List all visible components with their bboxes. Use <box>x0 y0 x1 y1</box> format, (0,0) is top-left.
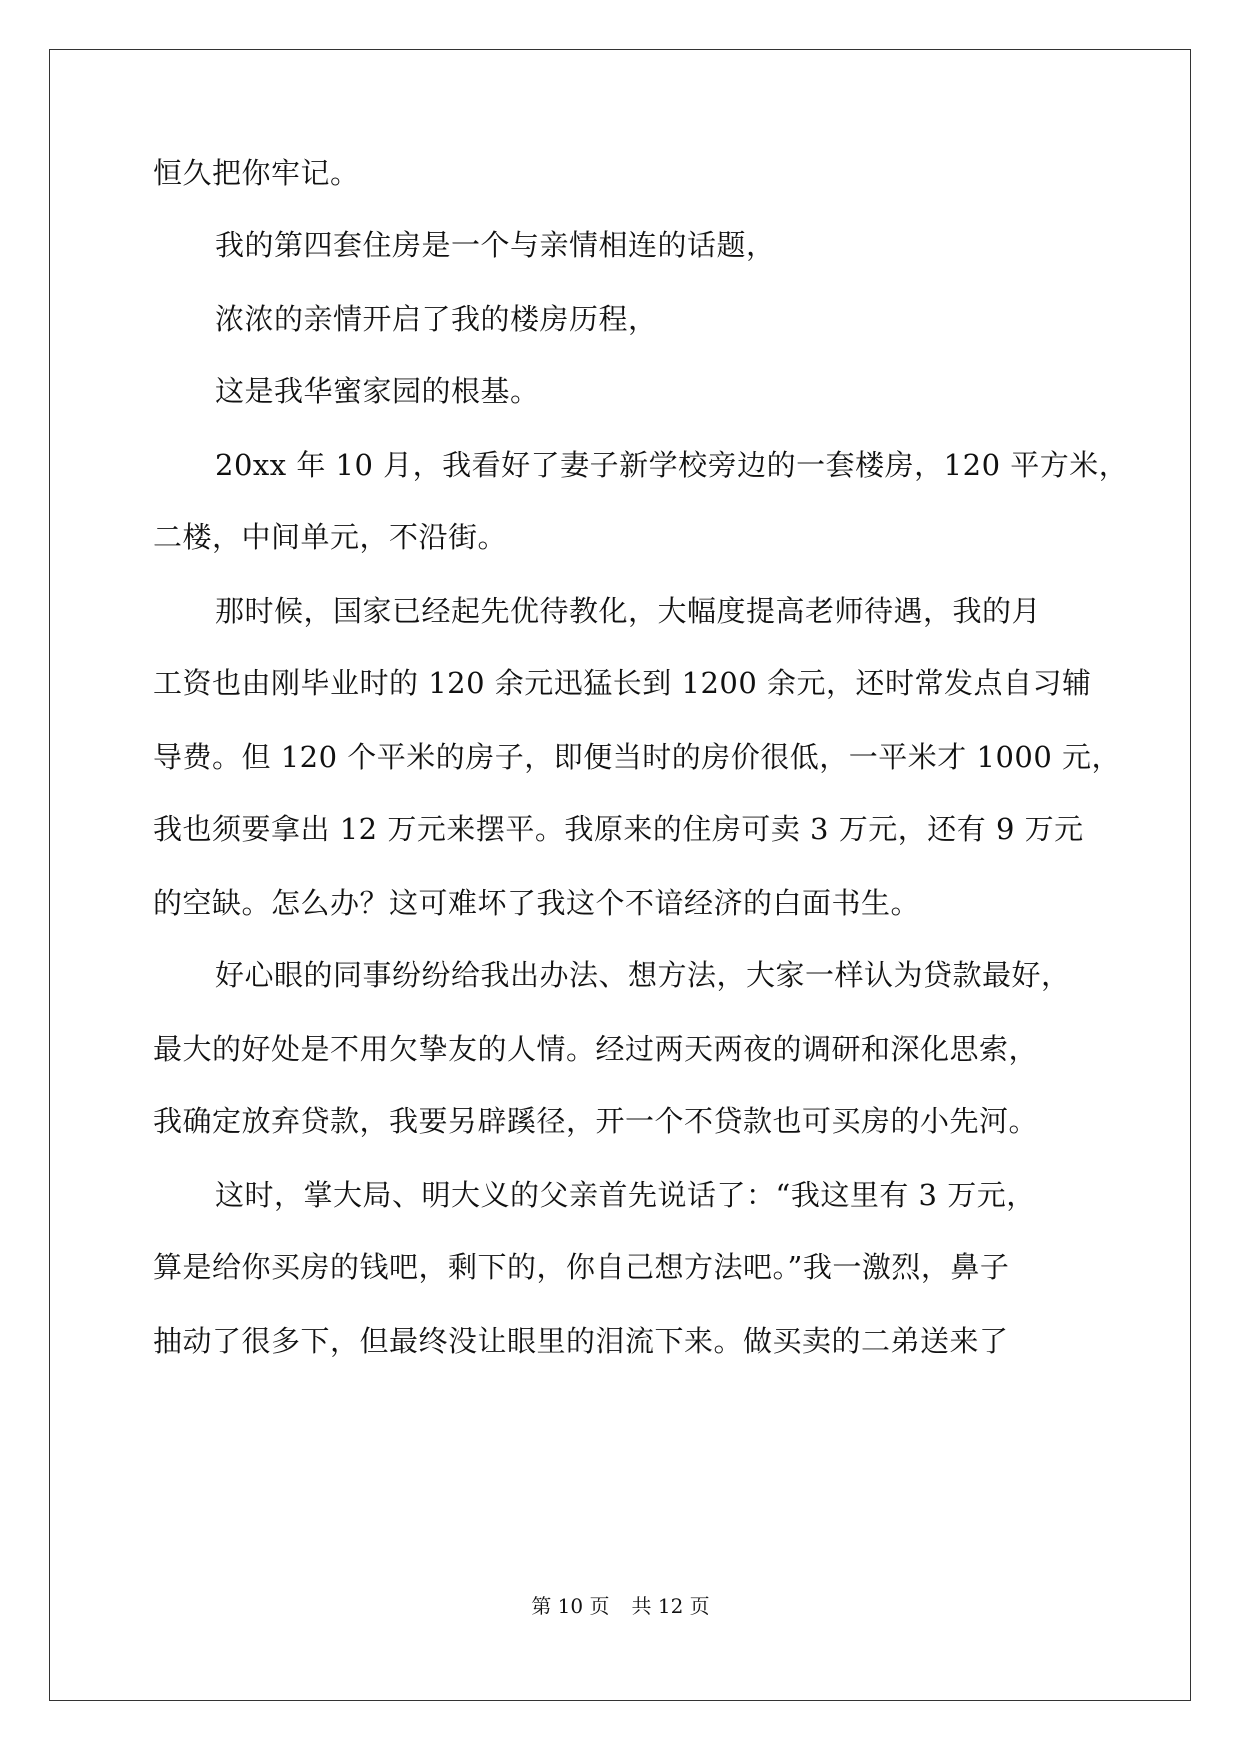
page-total: 共 12 页 <box>631 1594 710 1618</box>
text-line: 二楼，中间单元，不沿街。 <box>153 520 508 554</box>
text-line: 这时，掌大局、明大义的父亲首先说话了：“我这里有 3 万元， <box>215 1178 1036 1212</box>
text-line: 最大的好处是不用欠挚友的人情。经过两天两夜的调研和深化思索， <box>153 1032 1039 1066</box>
text-line: 的空缺。怎么办？这可难坏了我这个不谙经济的白面书生。 <box>153 886 921 920</box>
text-line: 浓浓的亲情开启了我的楼房历程， <box>215 302 658 336</box>
text-line: 导费。但 120 个平米的房子，即便当时的房价很低，一平米才 1000 元， <box>153 740 1122 774</box>
text-line: 我也须要拿出 12 万元来摆平。我原来的住房可卖 3 万元，还有 9 万元 <box>153 812 1084 846</box>
page-footer <box>0 1594 1241 1618</box>
text-line: 恒久把你牢记。 <box>153 156 360 190</box>
text-line: 我的第四套住房是一个与亲情相连的话题， <box>215 228 776 262</box>
text-line: 抽动了很多下，但最终没让眼里的泪流下来。做买卖的二弟送来了 <box>153 1324 1009 1358</box>
text-line: 我确定放弃贷款，我要另辟蹊径，开一个不贷款也可买房的小先河。 <box>153 1104 1039 1138</box>
page-border <box>49 49 1191 1701</box>
text-line: 这是我华蜜家园的根基。 <box>215 374 540 408</box>
text-line: 算是给你买房的钱吧，剩下的，你自己想方法吧。”我一激烈，鼻子 <box>153 1250 1010 1284</box>
text-line: 好心眼的同事纷纷给我出办法、想方法，大家一样认为贷款最好， <box>215 958 1071 992</box>
text-line: 那时候，国家已经起先优待教化，大幅度提高老师待遇，我的月 <box>215 594 1042 628</box>
text-line: 工资也由刚毕业时的 120 余元迅猛长到 1200 余元，还时常发点自习辅 <box>153 666 1092 700</box>
page-number: 第 10 页 <box>531 1594 610 1618</box>
text-line: 20xx 年 10 月，我看好了妻子新学校旁边的一套楼房，120 平方米， <box>215 448 1129 482</box>
